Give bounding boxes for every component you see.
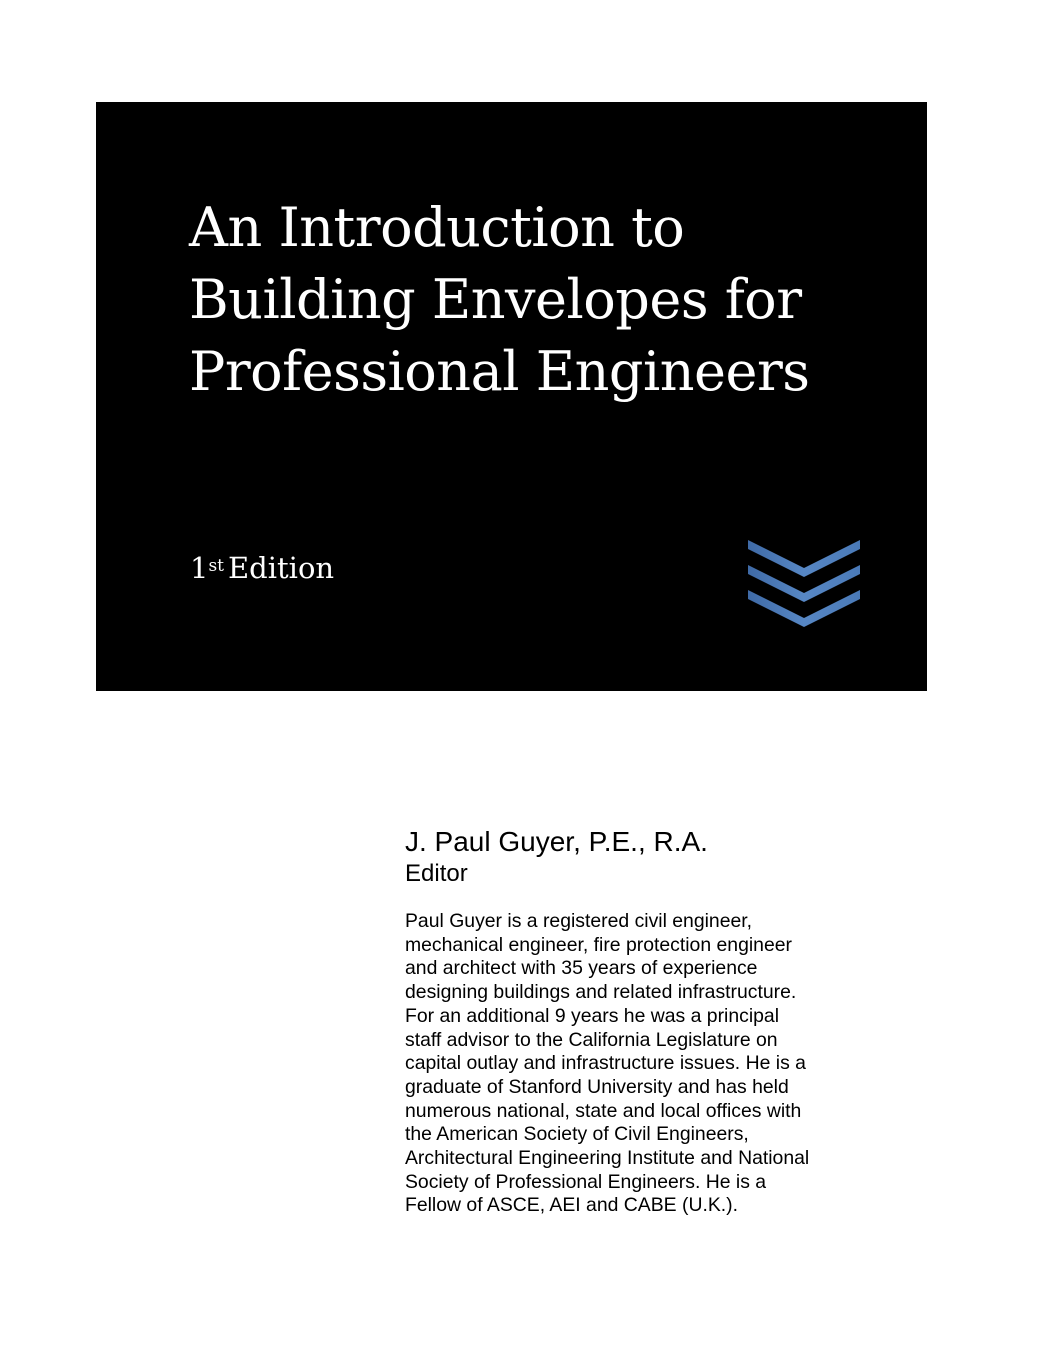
bio-line: Fellow of ASCE, AEI and CABE (U.K.). <box>405 1194 739 1217</box>
author-bio <box>405 910 865 1218</box>
bio-line: graduate of Stanford University and has held <box>405 1075 789 1098</box>
author-block <box>405 824 865 1218</box>
edition-suffix: st <box>208 556 225 576</box>
bio-line: Architectural Engineering Institute and National <box>405 1147 810 1170</box>
author-name: J. Paul Guyer, P.E., R.A. <box>405 826 708 857</box>
title-line: Professional Engineers <box>189 340 810 403</box>
title-line: An Introduction to <box>189 196 685 259</box>
bio-line: Society of Professional Engineers. He is a <box>405 1170 767 1193</box>
edition-number: 1 <box>190 551 209 585</box>
triple-chevron-down-icon <box>748 540 860 632</box>
bio-line: mechanical engineer, fire protection engineer <box>405 933 792 956</box>
bio-line: capital outlay and infrastructure issues. He is a <box>405 1052 806 1075</box>
edition-text: Edition <box>228 551 335 585</box>
bio-line: the American Society of Civil Engineers, <box>405 1123 749 1146</box>
bio-line: Paul Guyer is a registered civil engineer, <box>405 910 753 932</box>
cover-panel <box>96 102 927 691</box>
bio-line: staff advisor to the California Legislature on <box>405 1028 778 1051</box>
bio-line: numerous national, state and local offices with <box>405 1099 802 1122</box>
title-line: Building Envelopes for <box>189 268 802 331</box>
edition-label <box>190 548 334 588</box>
bio-line: For an additional 9 years he was a principal <box>405 1004 780 1027</box>
book-title <box>189 192 809 408</box>
bio-line: designing buildings and related infrastructure. <box>405 981 797 1004</box>
bio-line: and architect with 35 years of experience <box>405 957 758 980</box>
author-role: Editor <box>405 860 468 887</box>
